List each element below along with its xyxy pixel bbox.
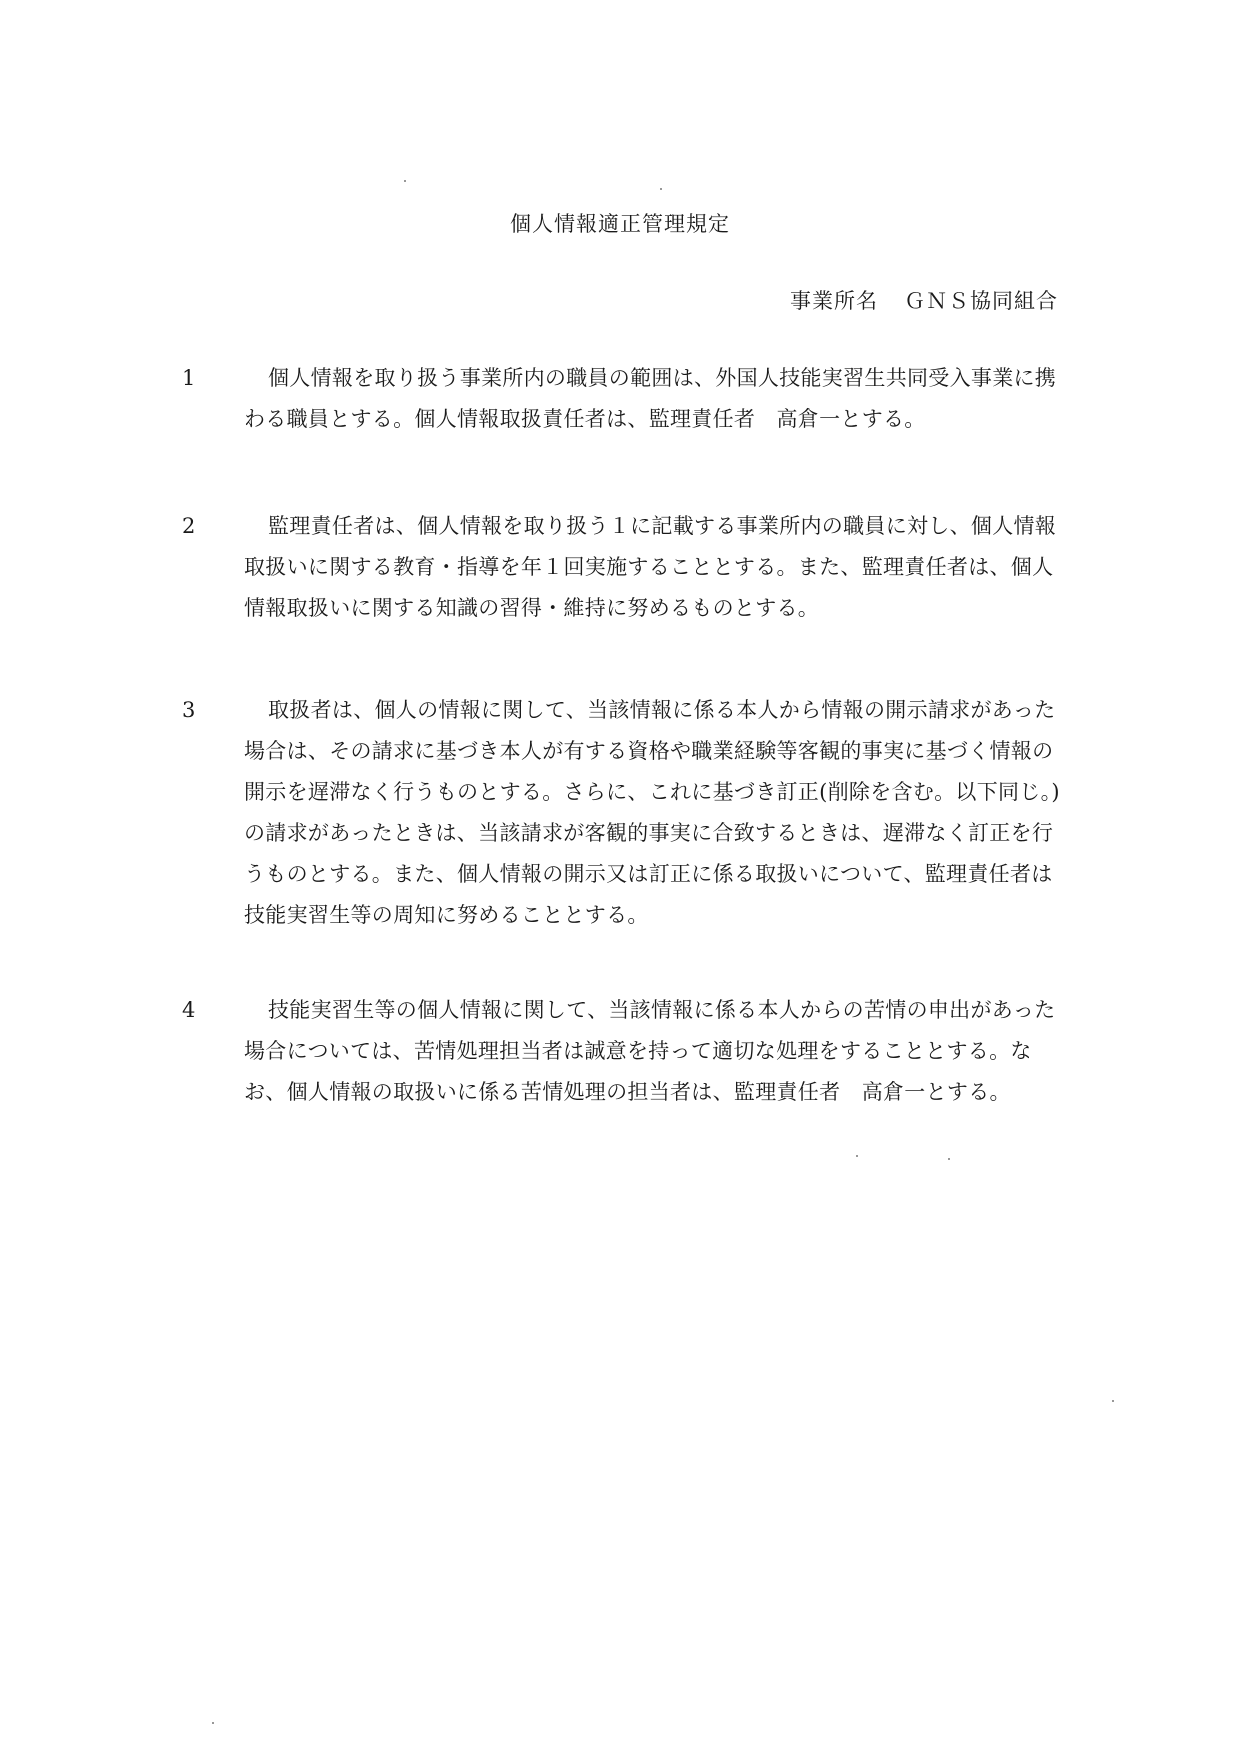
- office-info: [790, 285, 1058, 315]
- clause-text: [244, 990, 1064, 1113]
- clause-line: 場合は、その請求に基づき本人が有する資格や職業経験等客観的事実に基づく情報の: [244, 739, 1054, 763]
- clause-line: 場合については、苦情処理担当者は誠意を持って適切な処理をすることとする。な: [244, 1039, 1032, 1063]
- clause-line: お、個人情報の取扱いに係る苦情処理の担当者は、監理責任者 高倉一とする。: [244, 1080, 1011, 1104]
- clause-line: うものとする。また、個人情報の開示又は訂正に係る取扱いについて、監理責任者は: [244, 862, 1053, 886]
- scan-speck: [212, 1722, 214, 1724]
- clause-line: 取扱者は、個人の情報に関して、当該情報に係る本人から情報の開示請求があった: [268, 698, 1056, 722]
- clause-line: 情報取扱いに関する知識の習得・維持に努めるものとする。: [244, 596, 820, 620]
- clause-line: 取扱いに関する教育・指導を年１回実施することとする。また、監理責任者は、個人: [244, 555, 1054, 579]
- scan-speck: [948, 1158, 950, 1160]
- clause-text: [244, 690, 1064, 936]
- clause-line: の請求があったときは、当該請求が客観的事実に合致するときは、遅滞なく訂正を行: [244, 821, 1054, 845]
- office-name: ＧＮＳ協同組合: [904, 289, 1058, 313]
- clause-line: 技能実習生等の周知に努めることとする。: [244, 903, 649, 927]
- clause-line: 開示を遅滞なく行うものとする。さらに、これに基づき訂正(削除を含む。以下同じ。): [244, 780, 1060, 804]
- clause-number: 4: [182, 998, 196, 1022]
- scan-speck: [1112, 1400, 1114, 1402]
- clause-number: 3: [182, 698, 196, 722]
- clause-line: 監理責任者は、個人情報を取り扱う１に記載する事業所内の職員に対し、個人情報: [268, 514, 1057, 538]
- clause-line: 個人情報を取り扱う事業所内の職員の範囲は、外国人技能実習生共同受入事業に携: [268, 366, 1057, 390]
- office-label: 事業所名: [790, 289, 878, 313]
- clause-number: 1: [182, 366, 196, 390]
- scan-speck: [660, 188, 662, 190]
- clause-number: 2: [182, 514, 196, 538]
- clause-line: 技能実習生等の個人情報に関して、当該情報に係る本人からの苦情の申出があった: [268, 998, 1056, 1022]
- clause-text: [244, 358, 1064, 440]
- clause-text: [244, 506, 1064, 629]
- scan-speck: [856, 1155, 858, 1157]
- document-title: 個人情報適正管理規定: [510, 212, 730, 236]
- clause-line: わる職員とする。個人情報取扱責任者は、監理責任者 高倉一とする。: [244, 407, 926, 431]
- scan-speck: [404, 180, 406, 182]
